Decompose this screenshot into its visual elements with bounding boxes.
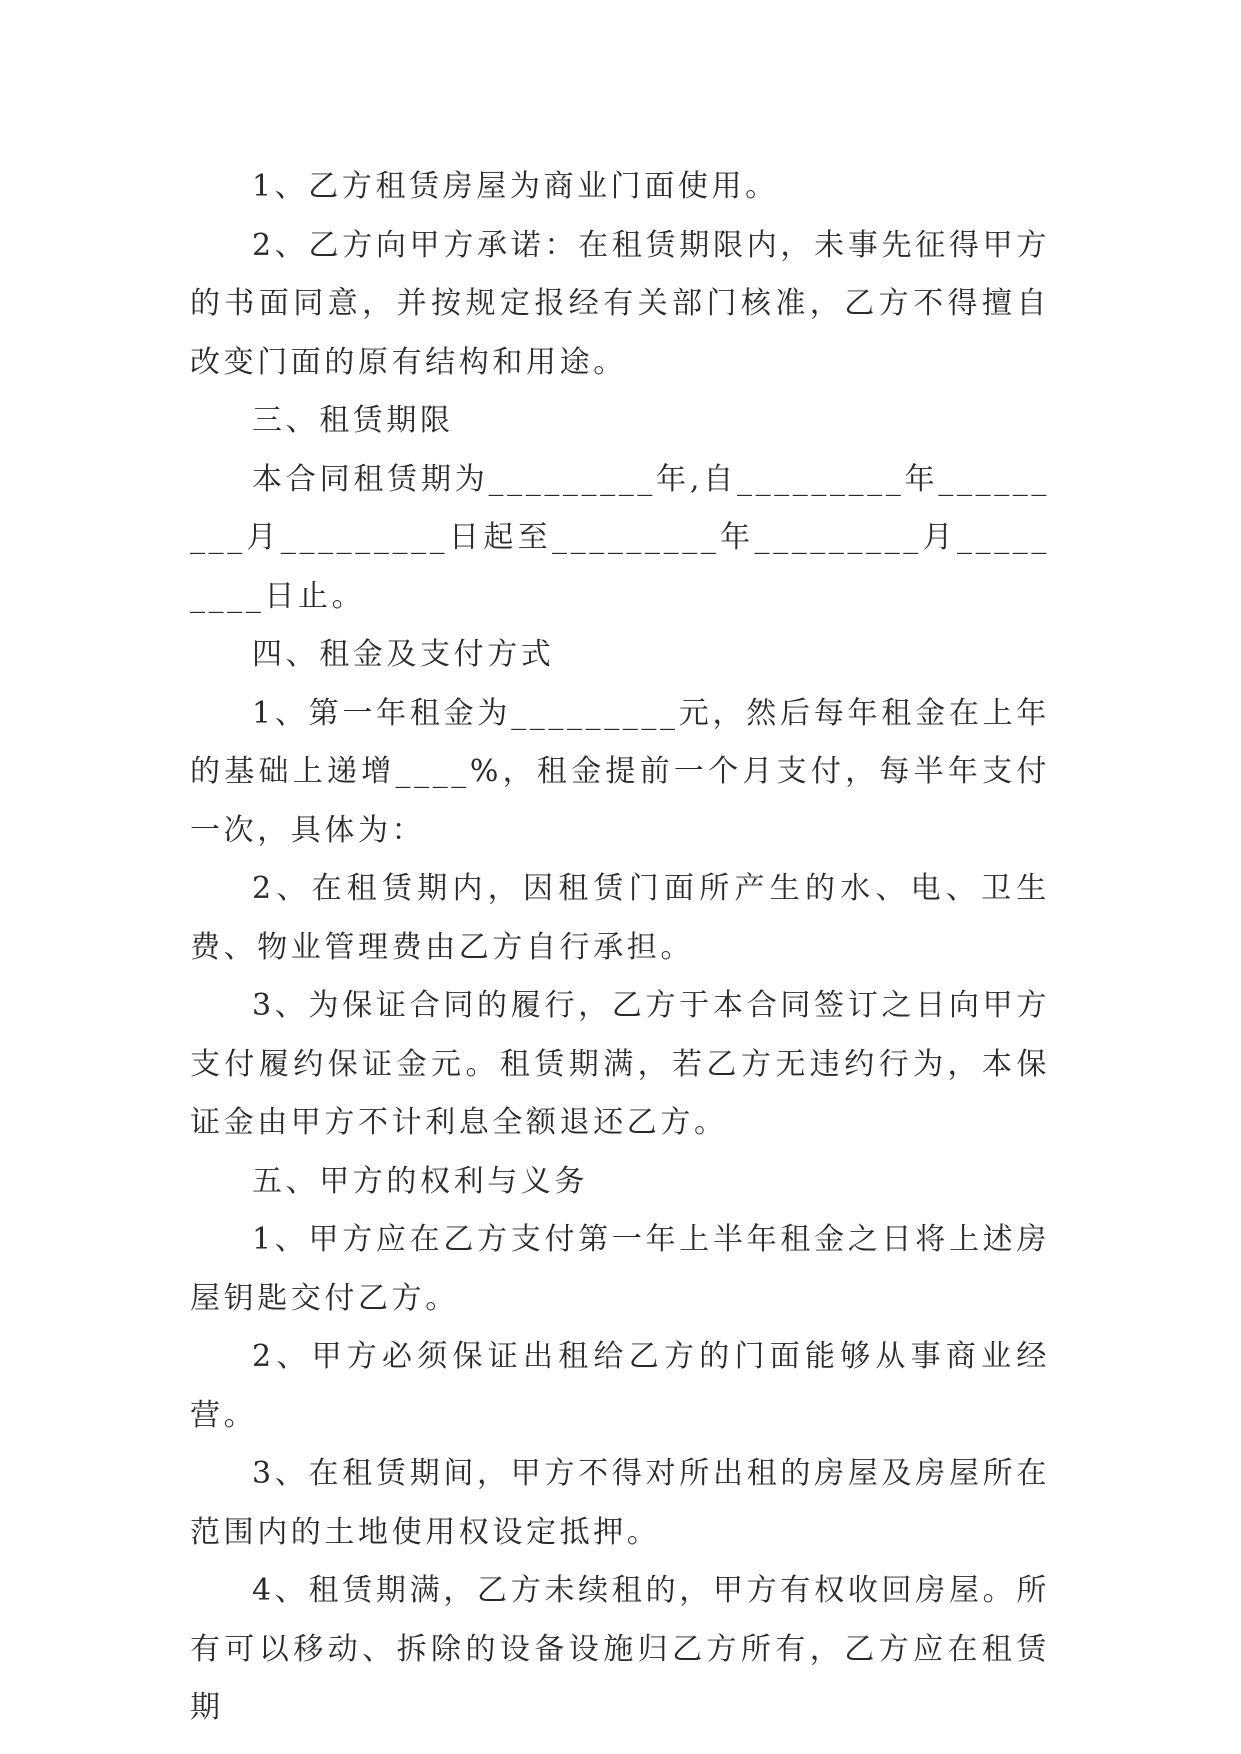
section-heading-lessor-rights: 五、甲方的权利与义务	[252, 1163, 588, 1199]
clause-commercial-use: 2、甲方必须保证出租给乙方的门面能够从事商业经营。	[190, 1339, 1050, 1433]
clause-first-year-rent: 1、第一年租金为_________元，然后每年租金在上年的基础上递增____%，租金提前一个月支付，每半年支付一次，具体为：	[190, 695, 1050, 848]
contract-body	[190, 158, 1050, 1738]
clause-utilities: 2、在租赁期内，因租赁门面所产生的水、电、卫生费、物业管理费由乙方自行承担。	[190, 871, 1050, 965]
clause-use-purpose: 1、乙方租赁房屋为商业门面使用。	[252, 169, 779, 204]
section-heading-rent-payment: 四、租金及支付方式	[252, 637, 555, 672]
clause-no-alteration: 2、乙方向甲方承诺：在租赁期限内，未事先征得甲方的书面同意，并按规定报经有关部门核准，乙方不得擅自改变门面的原有结构和用途。	[190, 227, 1050, 380]
clause-no-mortgage: 3、在租赁期间，甲方不得对所出租的房屋及房屋所在范围内的土地使用权设定抵押。	[190, 1456, 1050, 1550]
clause-lease-period: 本合同租赁期为_________年,自_________年_________月_________日起至_________年_________月_________日止。	[190, 461, 1050, 614]
section-heading-lease-term: 三、租赁期限	[252, 403, 454, 438]
clause-lease-expiry: 4、租赁期满，乙方未续租的，甲方有权收回房屋。所有可以移动、拆除的设备设施归乙方所有，乙方应在租赁期	[190, 1573, 1050, 1725]
clause-deposit: 3、为保证合同的履行，乙方于本合同签订之日向甲方支付履约保证金元。租赁期满，若乙方无违约行为，本保证金由甲方不计利息全额退还乙方。	[190, 988, 1050, 1140]
clause-key-handover: 1、甲方应在乙方支付第一年上半年租金之日将上述房屋钥匙交付乙方。	[190, 1222, 1050, 1316]
